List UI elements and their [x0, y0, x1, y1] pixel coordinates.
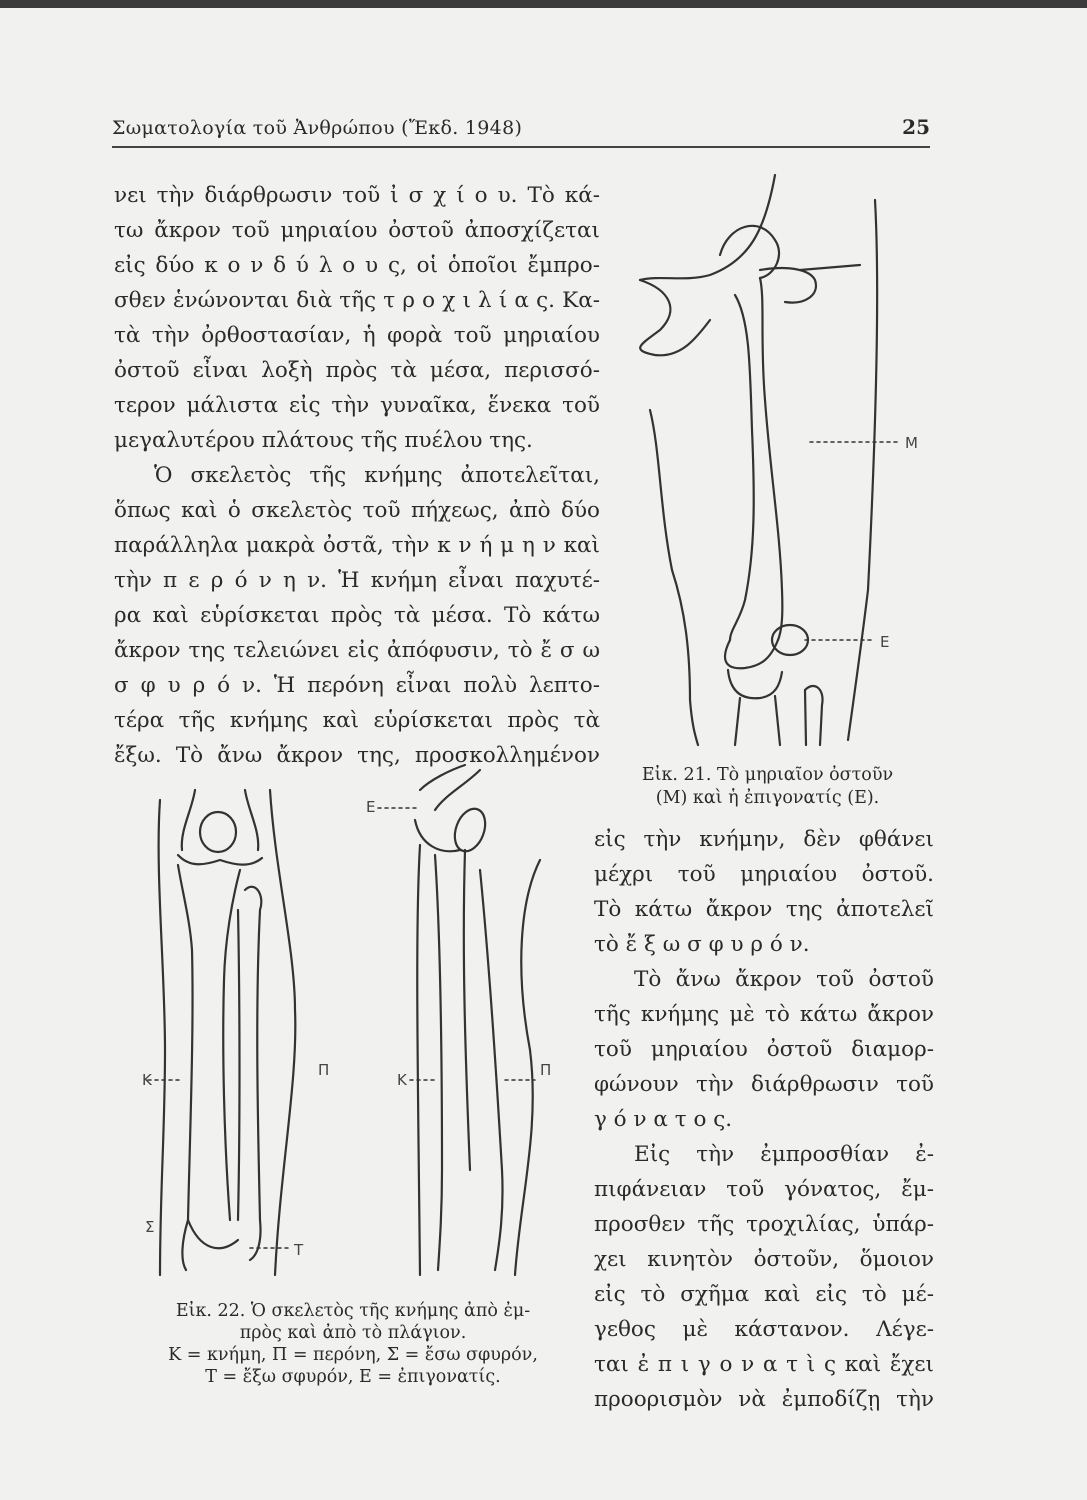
text-line: τὰ τὴν ὀρθοστασίαν, ἡ φορὰ τοῦ μηριαίου — [114, 323, 600, 348]
label-p-front: Π — [318, 1061, 330, 1079]
text-line: Τὸ κάτω ἄκρον της ἀποτελεῖ — [594, 897, 934, 922]
text-line: τὸ ἔ ξ ω σ φ υ ρ ό ν. — [594, 932, 810, 957]
front-leg-outline-right — [270, 790, 295, 1275]
front-leg-outline-left — [159, 800, 165, 1275]
caption-line: Κ = κνήμη, Π = περόνη, Σ = ἔσω σφυρόν, — [168, 1345, 538, 1365]
front-tibia-medial — [178, 865, 193, 1270]
side-calf-outline — [515, 860, 540, 1275]
left-column-text — [114, 178, 600, 773]
label-k-front: Κ — [142, 1071, 152, 1089]
text-line: προορισμὸν νὰ ἐμποδίζῃ τὴν — [594, 1387, 934, 1412]
front-patella — [200, 812, 236, 852]
text-line: σθεν ἑνώνονται διὰ τῆς τ ρ ο χ ι λ ί α ς. Κα- — [114, 288, 600, 313]
text-line: Τὸ ἄνω ἄκρον τοῦ ὀστοῦ — [634, 967, 934, 992]
side-tibia-back — [464, 850, 470, 1170]
text-line: προσθεν τῆς τροχιλίας, ὑπάρ- — [594, 1212, 934, 1237]
side-femur — [420, 765, 465, 790]
text-line: παράλληλα μακρὰ ὀστᾶ, τὴν κ ν ή μ η ν καὶ — [114, 533, 600, 558]
femoral-condyles — [725, 640, 778, 668]
fibula-top — [805, 686, 823, 745]
caption-line: Εἰκ. 21. Τὸ μηριαῖον ὀστοῦν — [641, 765, 894, 785]
label-k-side: Κ — [397, 1071, 407, 1089]
text-line: χει κινητὸν ὀστοῦν, ὅμοιον — [594, 1247, 934, 1272]
text-line: ὀστοῦ εἶναι λοξὴ πρὸς τὰ μέσα, περισσό- — [114, 358, 600, 383]
running-title: Σωματολογία τοῦ Ἀνθρώπου (Ἔκδ. 1948) — [112, 117, 523, 139]
text-line: τω ἄκρον τοῦ μηριαίου ὀστοῦ ἀποσχίζεται — [114, 218, 600, 243]
running-header — [112, 113, 930, 143]
text-line: τῆς κνήμης μὲ τὸ κάτω ἄκρον — [594, 1002, 934, 1027]
text-line: τέρα τῆς κνήμης καὶ εὑρίσκεται πρὸς τὰ — [114, 708, 600, 733]
femoral-head — [720, 226, 779, 278]
text-line: μεγαλυτέρου πλάτους τῆς πυέλου της. — [114, 428, 533, 453]
side-patella — [449, 805, 490, 856]
text-line: εἰς τὸ σχῆμα καὶ εἰς τὸ μέ- — [594, 1282, 934, 1307]
caption-line: Εἰκ. 22. Ὁ σκελετὸς τῆς κνήμης ἀπὸ ἐμ- — [175, 1301, 531, 1321]
side-tibia-front — [435, 855, 442, 1270]
text-line: Εἰς τὴν ἐμπροσθίαν ἐ- — [634, 1142, 934, 1167]
text-line: ρα καὶ εὑρίσκεται πρὸς τὰ μέσα. Τὸ κάτω — [114, 603, 600, 628]
femur-shaft-lateral — [760, 278, 782, 640]
label-m: Μ — [905, 434, 918, 452]
pelvis-curve — [640, 280, 710, 355]
caption-line: Τ = ἔξω σφυρόν, Ε = ἐπιγονατίς. — [205, 1367, 501, 1387]
text-line: νει τὴν διάρθρωσιν τοῦ ἰ σ χ ί ο υ. Τὸ κά- — [114, 183, 600, 208]
side-fibula — [480, 870, 503, 1270]
text-line: τοῦ μηριαίου ὀστοῦ διαμορ- — [594, 1037, 934, 1062]
page-number: 25 — [902, 115, 930, 139]
text-line: εἰς τὴν κνήμην, δὲν φθάνει — [594, 827, 934, 852]
label-e-side: Ε — [366, 798, 376, 816]
text-line: σ φ υ ρ ό ν. Ἡ περόνη εἶναι πολὺ λεπτο- — [114, 673, 600, 698]
thigh-outline-right — [848, 200, 877, 740]
figure22-caption — [118, 1300, 588, 1388]
text-line: ὅπως καὶ ὁ σκελετὸς τοῦ πήχεως, ἀπὸ δύο — [114, 498, 600, 523]
text-line: εἰς δύο κ ο ν δ ύ λ ο υ ς, οἱ ὁποῖοι ἔμπρο- — [114, 253, 600, 278]
label-p-side: Π — [540, 1061, 552, 1079]
tibia-top — [728, 670, 782, 698]
label-t: Τ — [294, 1241, 304, 1259]
text-line: ἔξω. Τὸ ἄνω ἄκρον της, προσκολλημένον — [114, 743, 600, 768]
figure21-caption — [600, 764, 935, 810]
thigh-outline-left — [650, 410, 698, 745]
text-line: ται ἐ π ι γ ο ν α τ ὶ ς καὶ ἔχει — [594, 1352, 934, 1377]
text-line: τὴν π ε ρ ό ν η ν. Ἡ κνήμη εἶναι παχυτέ- — [114, 568, 600, 593]
leg-skeleton-illustration — [120, 750, 580, 1290]
femur-shaft-medial — [730, 295, 754, 640]
text-line: μέχρι τοῦ μηριαίου ὀστοῦ. — [594, 862, 934, 887]
text-line: Ὁ σκελετὸς τῆς κνήμης ἀποτελεῖται, — [154, 463, 600, 488]
caption-line: πρὸς καὶ ἀπὸ τὸ πλάγιον. — [239, 1323, 467, 1343]
pelvis-edge — [640, 175, 775, 280]
text-line: πιφάνειαν τοῦ γόνατος, ἔμ- — [594, 1177, 934, 1202]
front-fibula — [245, 887, 261, 1260]
text-line: φώνουν τὴν διάρθρωσιν τοῦ — [594, 1072, 934, 1097]
scan-top-edge — [0, 0, 1087, 8]
caption-line: (Μ) καὶ ἡ ἐπιγονατίς (Ε). — [655, 788, 880, 808]
label-e: Ε — [880, 633, 890, 651]
text-line: γ ό ν α τ ο ς. — [594, 1107, 733, 1132]
header-rule — [112, 146, 930, 148]
label-s: Σ — [145, 1218, 155, 1236]
text-line: ἄκρον της τελειώνει εἰς ἀπόφυσιν, τὸ ἔ σ ω — [114, 638, 600, 663]
text-line: τερον μάλιστα εἰς τὴν γυναῖκα, ἕνεκα τοῦ — [114, 393, 600, 418]
femur-illustration — [600, 170, 935, 750]
text-line: γεθος μὲ κάστανον. Λέγε- — [594, 1317, 934, 1342]
right-column-text — [594, 822, 934, 1417]
